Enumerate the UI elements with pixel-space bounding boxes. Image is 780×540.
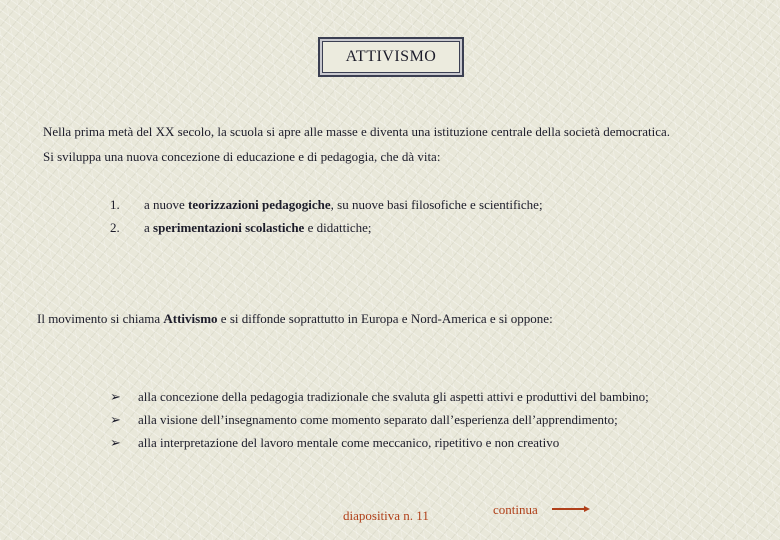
arrow-bullet-icon: ➢ bbox=[110, 435, 121, 450]
movement-paragraph bbox=[37, 311, 553, 327]
arrow-bullet-icon: ➢ bbox=[110, 389, 121, 404]
numbered-item-text: e didattiche; bbox=[304, 220, 372, 235]
next-link[interactable]: continua bbox=[493, 502, 538, 517]
movement-text: Il movimento si chiama bbox=[37, 311, 164, 326]
intro-line-2: Si sviluppa una nuova concezione di educazione e di pedagogia, che dà vita: bbox=[43, 149, 441, 164]
arrow-bullet-icon: ➢ bbox=[110, 412, 121, 427]
numbered-item-text: , su nuove basi filosofiche e scientifiche; bbox=[330, 197, 543, 212]
numbered-item-bold: teorizzazioni pedagogiche bbox=[188, 197, 331, 212]
bullet-item: alla interpretazione del lavoro mentale come meccanico, ripetitivo e non creativo bbox=[138, 435, 560, 450]
slide-title: ATTIVISMO bbox=[318, 37, 464, 77]
movement-bold: Attivismo bbox=[163, 311, 218, 326]
bullet-item: alla concezione della pedagogia tradizionale che svaluta gli aspetti attivi e produttivi del bambino; bbox=[138, 389, 649, 404]
movement-text: e si diffonde soprattutto in Europa e Nord-America e si oppone: bbox=[217, 311, 553, 326]
numbered-item-text: a nuove bbox=[144, 197, 189, 212]
arrow-right-icon[interactable] bbox=[552, 503, 592, 515]
intro-line-1: Nella prima metà del XX secolo, la scuola si apre alle masse e diventa una istituzione centrale della società democratica. bbox=[43, 124, 670, 139]
numbered-item-bold: sperimentazioni scolastiche bbox=[153, 220, 305, 235]
numbered-item-marker: 2. bbox=[110, 220, 120, 235]
numbered-item-marker: 1. bbox=[110, 197, 120, 212]
numbered-item bbox=[144, 197, 543, 213]
numbered-item bbox=[144, 220, 371, 236]
numbered-item-text: a bbox=[144, 220, 154, 235]
bullet-item: alla visione dell’insegnamento come momento separato dall’esperienza dell’apprendimento; bbox=[138, 412, 618, 427]
slide-number: diapositiva n. 11 bbox=[343, 508, 429, 523]
